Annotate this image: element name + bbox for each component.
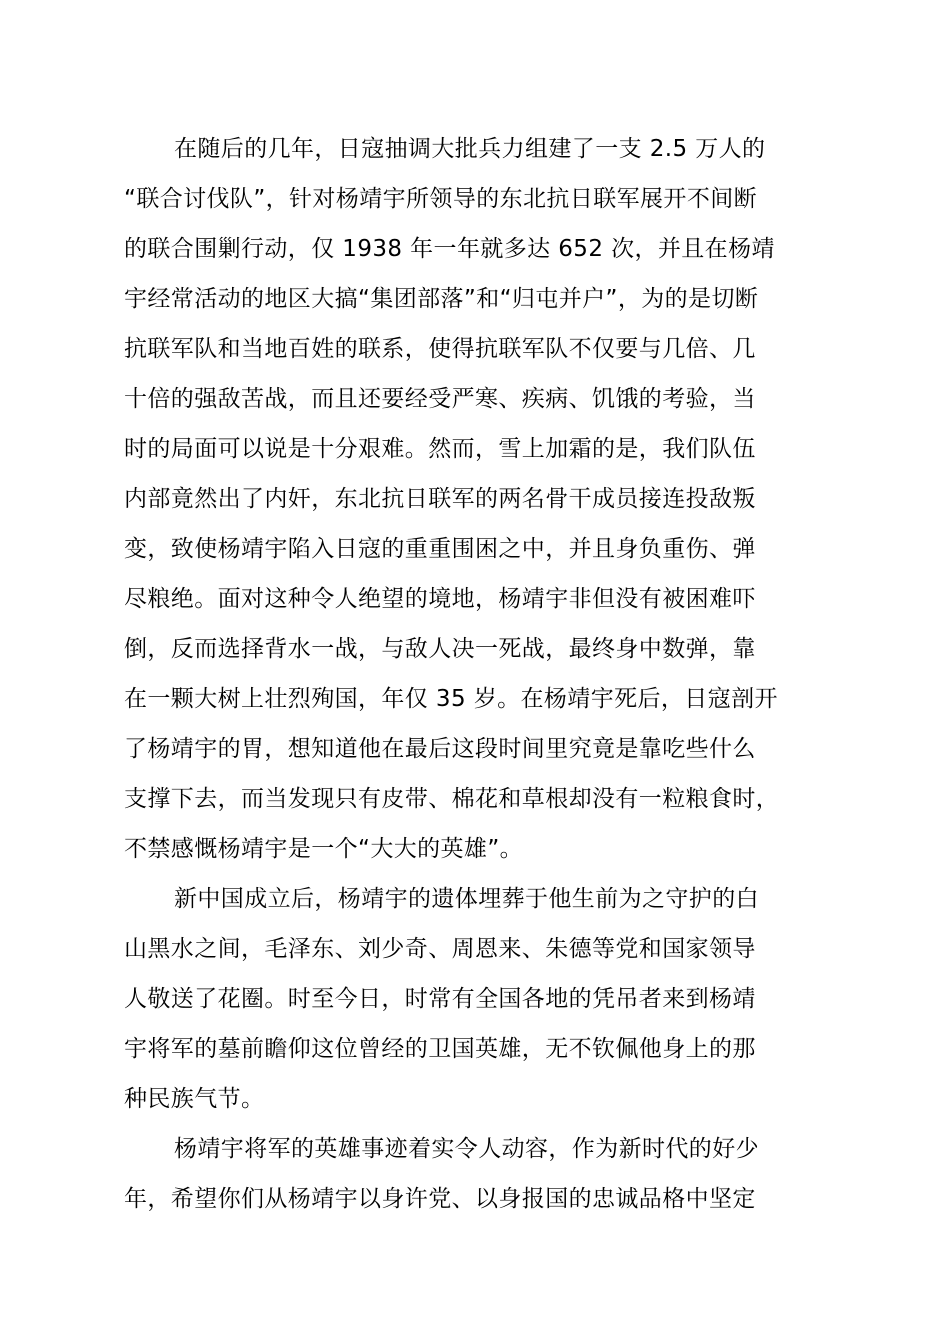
- paragraph-1-line-4: 宇经常活动的地区大搞“集团部落”和“归屯并户”，为的是切断: [124, 286, 759, 312]
- paragraph-1-line-8: 内部竟然出了内奸，东北抗日联军的两名骨干成员接连投敌叛: [124, 486, 756, 512]
- paragraph-1-line-5: 抗联军队和当地百姓的联系，使得抗联军队不仅要与几倍、几: [124, 336, 756, 362]
- paragraph-1-line-14: 支撑下去，而当发现只有皮带、棉花和草根却没有一粒粮食时，: [124, 786, 780, 812]
- paragraph-1-line-13: 了杨靖宇的胃，想知道他在最后这段时间里究竟是靠吃些什么: [124, 736, 756, 762]
- paragraph-1-line-7: 时的局面可以说是十分艰难。然而，雪上加霜的是，我们队伍: [124, 436, 756, 462]
- paragraph-3-line-2: 年，希望你们从杨靖宇以身许党、以身报国的忠诚品格中坚定: [124, 1186, 756, 1212]
- paragraph-1-line-9: 变，致使杨靖宇陷入日寇的重重围困之中，并且身负重伤、弹: [124, 536, 756, 562]
- paragraph-2-line-4: 宇将军的墓前瞻仰这位曾经的卫国英雄，无不钦佩他身上的那: [124, 1036, 756, 1062]
- paragraph-2-line-2: 山黑水之间，毛泽东、刘少奇、周恩来、朱德等党和国家领导: [124, 936, 756, 962]
- paragraph-2-line-3: 人敬送了花圈。时至今日，时常有全国各地的凭吊者来到杨靖: [124, 986, 756, 1012]
- paragraph-1-line-10: 尽粮绝。面对这种令人绝望的境地，杨靖宇非但没有被困难吓: [124, 586, 756, 612]
- body-text: [124, 124, 844, 1224]
- paragraph-1-line-11: 倒，反而选择背水一战，与敌人决一死战，最终身中数弹，靠: [124, 636, 756, 662]
- paragraph-1-line-1: 在随后的几年，日寇抽调大批兵力组建了一支 2.5 万人的: [174, 136, 766, 162]
- paragraph-1-line-15: 不禁感慨杨靖宇是一个“大大的英雄”。: [124, 836, 524, 862]
- paragraph-1-line-3: 的联合围剿行动，仅 1938 年一年就多达 652 次，并且在杨靖: [124, 236, 775, 262]
- paragraph-2-line-1: 新中国成立后，杨靖宇的遗体埋葬于他生前为之守护的白: [174, 886, 759, 912]
- paragraph-1-line-12: 在一颗大树上壮烈殉国，年仅 35 岁。在杨靖宇死后，日寇剖开: [124, 686, 778, 712]
- paragraph-1-line-6: 十倍的强敌苦战，而且还要经受严寒、疾病、饥饿的考验，当: [124, 386, 756, 412]
- paragraph-3-line-1: 杨靖宇将军的英雄事迹着实令人动容，作为新时代的好少: [174, 1136, 759, 1162]
- paragraph-2-line-5: 种民族气节。: [124, 1086, 265, 1112]
- paragraph-1-line-2: “联合讨伐队”，针对杨靖宇所领导的东北抗日联军展开不间断: [124, 186, 758, 212]
